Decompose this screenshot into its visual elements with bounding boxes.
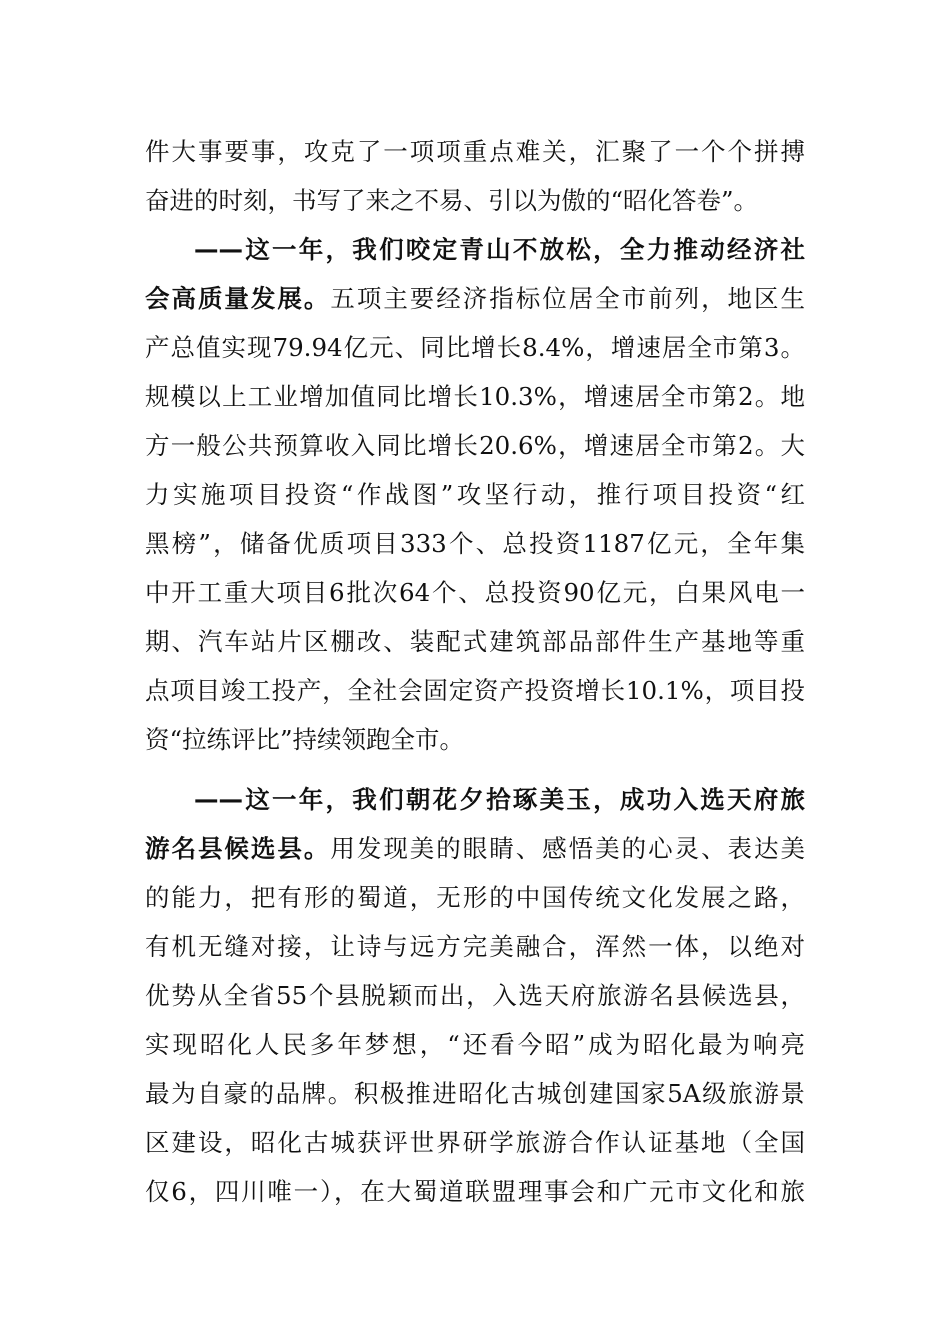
- text-span: 用发现美的眼睛、感悟美的心灵、表达美: [330, 834, 806, 863]
- text-line: 力实施项目投资“作战图”攻坚行动，推行项目投资“红: [145, 480, 805, 509]
- text-line: 最为自豪的品牌。积极推进昭化古城创建国家5A级旅游景: [145, 1079, 805, 1108]
- bold-heading-text: 会高质量发展。: [145, 284, 331, 313]
- text-line: 的能力，把有形的蜀道，无形的中国传统文化发展之路，: [145, 883, 805, 912]
- text-line: 黑榜”，储备优质项目333个、总投资1187亿元，全年集: [145, 529, 805, 558]
- text-line: [145, 279, 805, 319]
- text-line: 优势从全省55个县脱颖而出，入选天府旅游名县候选县，: [145, 981, 805, 1010]
- text-line: 实现昭化人民多年梦想，“还看今昭”成为昭化最为响亮: [145, 1030, 805, 1059]
- text-line: 点项目竣工投产，全社会固定资产投资增长10.1%，项目投: [145, 676, 805, 705]
- text-span: 五项主要经济指标位居全市前列，地区生: [330, 284, 806, 313]
- text-line: 方一般公共预算收入同比增长20.6%，增速居全市第2。大: [145, 431, 805, 460]
- text-line: 规模以上工业增加值同比增长10.3%，增速居全市第2。地: [145, 382, 805, 411]
- text-line: 资“拉练评比”持续领跑全市。: [145, 725, 465, 754]
- text-line: 件大事要事，攻克了一项项重点难关，汇聚了一个个拼搏: [145, 137, 805, 166]
- bold-heading-text: 游名县候选县。: [145, 834, 331, 863]
- text-line: 仅6，四川唯一），在大蜀道联盟理事会和广元市文化和旅: [145, 1177, 805, 1206]
- text-line: 有机无缝对接，让诗与远方完美融合，浑然一体，以绝对: [145, 932, 805, 961]
- text-line: 奋进的时刻，书写了来之不易、引以为傲的“昭化答卷”。: [145, 186, 759, 215]
- text-line: [145, 829, 805, 869]
- bold-heading-line: ——这一年，我们咬定青山不放松，全力推动经济社: [194, 235, 805, 264]
- text-line: 区建设，昭化古城获评世界研学旅游合作认证基地（全国: [145, 1128, 805, 1157]
- text-line: 中开工重大项目6批次64个、总投资90亿元，白果风电一: [145, 578, 805, 607]
- text-line: 期、汽车站片区棚改、装配式建筑部品部件生产基地等重: [145, 627, 805, 656]
- bold-heading-line: ——这一年，我们朝花夕拾琢美玉，成功入选天府旅: [194, 785, 805, 814]
- text-line: 产总值实现79.94亿元、同比增长8.4%，增速居全市第3。: [145, 333, 805, 362]
